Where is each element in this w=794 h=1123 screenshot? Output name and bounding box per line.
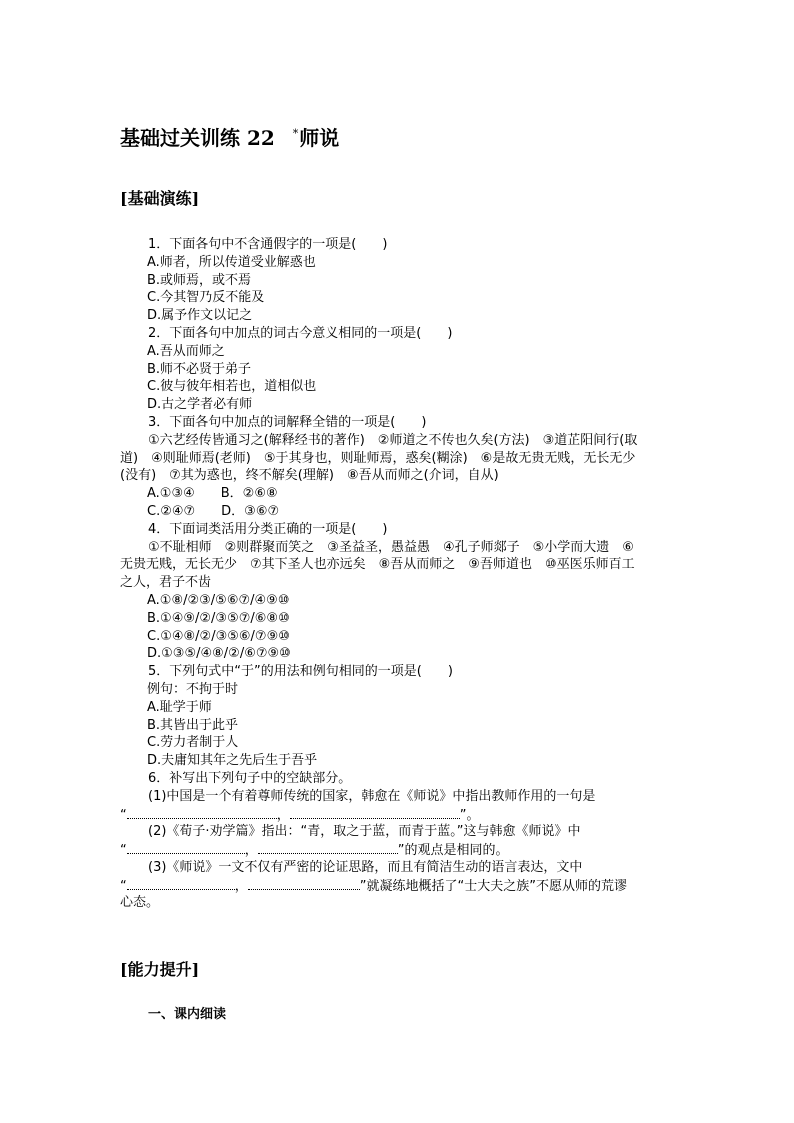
page-title (120, 122, 339, 151)
comma: ， (244, 843, 258, 859)
fill-blank[interactable] (290, 806, 460, 819)
q2-option-b: B.师不必贤于弟子 (147, 361, 252, 377)
fill-blank[interactable] (127, 877, 235, 890)
q4-items-line1: ①不耻相师 ②则群聚而笑之 ③圣益圣，愚益愚 ④孔子师郯子 ⑤小学而大遗 ⑥ (148, 539, 634, 555)
q1-option-a: A.师者，所以传道受业解惑也 (147, 254, 316, 270)
q4-option-c: C.①④⑧/②/③⑤⑥/⑦⑨⑩ (147, 628, 290, 644)
q3-items-line1: ①六艺经传皆通习之(解释经书的著作) ②师道之不传也久矣(方法) ③道芷阳间行(取 (148, 432, 638, 448)
title-star: * (292, 127, 299, 141)
comma: ， (276, 807, 290, 823)
close-quote: ”。 (459, 807, 480, 823)
close-quote: ”的观点是相同的。 (397, 843, 509, 859)
q4-option-d: D.①③⑤/④⑧/②/⑥⑦⑨⑩ (147, 646, 291, 662)
q4-items-line2: 无贵无贱，无长无少 ⑦其下圣人也亦远矣 ⑧吾从而师之 ⑨吾师道也 ⑩巫医乐师百工 (120, 557, 635, 573)
q6-stem: 6．补写出下列句子中的空缺部分。 (148, 770, 352, 786)
q2-option-a: A.吾从而师之 (147, 343, 225, 359)
q5-option-c: C.劳力者制于人 (147, 735, 239, 751)
q2-option-d: D.古之学者必有师 (147, 397, 253, 413)
q2-stem: 2．下面各句中加点的词古今意义相同的一项是( ) (148, 325, 453, 341)
fill-blank[interactable] (248, 877, 360, 890)
q3-items-line3: (没有) ⑦其为惑也，终不解矣(理解) ⑧吾从而师之(介词，自从) (120, 468, 499, 484)
q5-stem: 5．下列句式中“于”的用法和例句相同的一项是( ) (148, 664, 453, 680)
title-main: 基础过关训练 22 (120, 126, 275, 150)
q3-stem: 3．下面各句中加点的词解释全错的一项是( ) (148, 414, 427, 430)
fill-blank[interactable] (258, 841, 398, 854)
q5-example: 例句：不拘于时 (147, 681, 239, 697)
questions-body (120, 236, 675, 912)
section-heading-basic: [基础演练] (120, 189, 200, 208)
q4-items-line3: 之人，君子不齿 (120, 575, 212, 591)
q6-part2-line1: (2)《荀子·劝学篇》指出：“青，取之于蓝，而青于蓝。”这与韩愈《师说》中 (148, 824, 581, 840)
close-quote: ”就凝练地概括了“士大夫之族”不愿从师的荒谬 (359, 878, 627, 894)
q6-part3-line3: 心态。 (120, 895, 160, 911)
q4-stem: 4．下面词类活用分类正确的一项是( ) (148, 521, 388, 537)
q4-option-b: B.①④⑨/②/③⑤⑦/⑥⑧⑩ (147, 610, 290, 626)
open-quote: “ (120, 878, 127, 894)
open-quote: “ (120, 843, 127, 859)
open-quote: “ (120, 807, 127, 823)
q6-part3-line2 (120, 877, 675, 895)
q6-part1-line1: (1)中国是一个有着尊师传统的国家，韩愈在《师说》中指出教师作用的一句是 (148, 788, 596, 804)
q1-stem: 1．下面各句中不含通假字的一项是( ) (148, 237, 388, 252)
q5-option-d: D.夫庸知其年之先后生于吾乎 (147, 753, 318, 769)
fill-blank[interactable] (127, 806, 277, 819)
subsection-heading: 一、课内细读 (148, 1007, 227, 1022)
q6-part2-line2 (120, 841, 675, 859)
q3-options-cd: C.②④⑦ D．③⑥⑦ (147, 503, 280, 519)
title-sub: 师说 (299, 126, 340, 150)
q3-options-ab: A.①③④ B．②⑥⑧ (147, 486, 278, 502)
q1-option-d: D.属予作文以记之 (147, 308, 253, 324)
q6-part3-line1: (3)《师说》一文不仅有严密的论证思路，而且有简洁生动的语言表达，文中 (148, 859, 583, 875)
q2-option-c: C.彼与彼年相若也，道相似也 (147, 379, 317, 395)
q5-option-b: B.其皆出于此乎 (147, 717, 239, 733)
q6-part1-line2 (120, 806, 675, 824)
q1-option-c: C.今其智乃反不能及 (147, 290, 265, 306)
section-heading-advanced: [能力提升] (120, 960, 200, 979)
comma: ， (234, 878, 248, 894)
q4-option-a: A.①⑧/②③/⑤⑥⑦/④⑨⑩ (147, 592, 290, 608)
q5-option-a: A.耻学于师 (147, 699, 212, 715)
q1-option-b: B.或师焉，或不焉 (147, 272, 252, 288)
fill-blank[interactable] (127, 841, 245, 854)
q3-items-line2: 道) ④则耻师焉(老师) ⑤于其身也，则耻师焉，惑矣(糊涂) ⑥是故无贵无贱，无长无少 (120, 450, 636, 466)
